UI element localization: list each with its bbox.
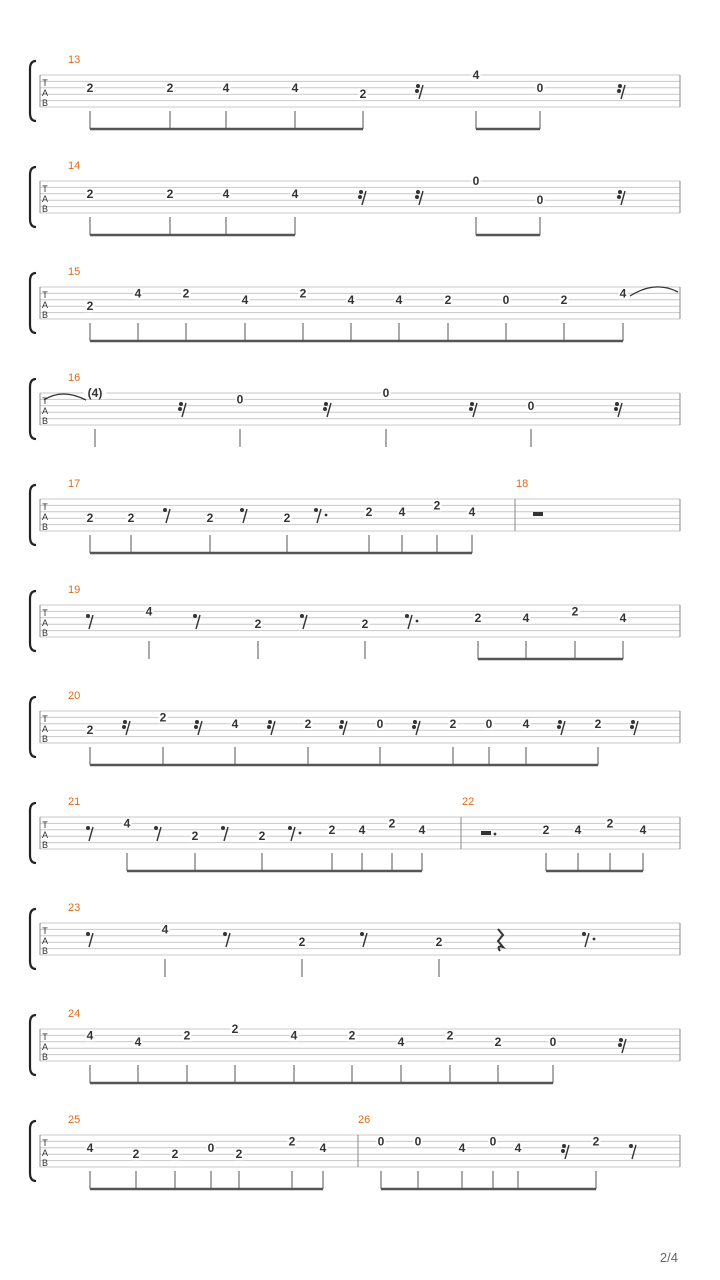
measure-number: 14 [68,160,81,172]
tab-clef-letter: A [41,830,49,840]
rest-flag [562,1144,566,1148]
measure-number: 16 [68,372,81,384]
tab-clef-letter: T [42,502,48,512]
fret-number: 4 [134,286,142,301]
tab-system [30,690,680,765]
rest-dot [325,514,328,517]
rest-flag [618,190,622,194]
fret-number: 4 [395,292,403,307]
rest-flag [582,932,586,936]
rest-flag [340,720,344,724]
tab-clef-letter: B [41,946,49,956]
fret-number: 0 [236,392,244,407]
tab-system [30,796,680,871]
tab-clef-letter: T [42,78,48,88]
fret-number: 2 [86,511,94,526]
rest-flag [193,614,197,618]
fret-number: 4 [134,1034,142,1049]
rest-flag [86,614,90,618]
fret-number: 2 [166,80,174,95]
rest-flag [324,402,328,406]
measure-number: 26 [358,1114,371,1126]
fret-number: 2 [571,604,579,619]
rest-dot [593,938,596,941]
fret-number: 2 [560,292,568,307]
rest-flag [469,407,473,411]
fret-number: 4 [291,186,299,201]
tab-clef-letter: B [41,840,49,850]
tab-clef-letter: T [42,926,48,936]
fret-number: 4 [241,292,249,307]
tab-clef-letter: A [41,300,49,310]
fret-number: 2 [444,292,452,307]
tab-system [30,266,680,341]
rest-flag [178,407,182,411]
measure-number: 22 [462,796,475,808]
fret-number: 2 [365,504,373,519]
fret-number: 0 [382,386,390,400]
fret-number: 2 [86,80,94,95]
rest-flag [221,826,225,830]
rest-flag [154,826,158,830]
fret-number: 0 [485,716,493,731]
tab-clef-letter: A [41,1042,49,1052]
tab-clef-letter: T [42,184,48,194]
tab-clef-letter: T [42,820,48,830]
fret-number: 4 [619,286,627,301]
tab-clef-letter: A [41,194,49,204]
tab-clef-letter: T [42,608,48,618]
tab-system [30,1008,680,1083]
tab-clef-letter: A [41,1148,49,1158]
fret-number: 0 [527,398,535,413]
fret-number: 0 [207,1140,215,1155]
rest-flag [288,826,292,830]
fret-number: 4 [222,186,230,201]
fret-number: 4 [86,1028,94,1043]
fret-number: 4 [319,1140,327,1155]
rest-flag [267,725,271,729]
system-bracket [30,61,36,121]
fret-number: 2 [258,829,266,844]
fret-number: 2 [359,87,367,102]
rest-flag [415,195,419,199]
rest-flag [314,508,318,512]
rest-flag [416,84,420,88]
system-bracket [30,485,36,545]
system-bracket [30,1015,36,1075]
measure-number: 15 [68,266,81,278]
rest-flag [163,508,167,512]
rest-flag [405,614,409,618]
fret-number: 2 [132,1147,140,1162]
tab-clef-letter: T [42,1032,48,1042]
tab-system [30,1114,680,1189]
fret-number: 0 [536,193,544,208]
fret-number: 2 [127,511,135,526]
fret-number: 4 [522,716,530,731]
fret-number: 2 [288,1134,296,1149]
fret-number: 0 [376,716,384,731]
rest-flag [558,720,562,724]
fret-number: 4 [639,822,647,837]
fret-number: 4 [86,1140,94,1155]
fret-number: 4 [458,1140,466,1155]
tab-clef-letter: A [41,724,49,734]
tab-clef-letter: B [41,522,49,532]
tab-clef-letter: A [41,88,49,98]
tab-clef-letter: A [41,936,49,946]
fret-number: 2 [86,723,94,738]
fret-number: 2 [446,1028,454,1043]
system-bracket [30,379,36,439]
fret-number: 0 [502,292,510,307]
tab-clef-letter: A [41,618,49,628]
fret-number: 4 [347,292,355,307]
fret-number: 2 [166,186,174,201]
fret-number: 2 [542,822,550,837]
fret-number: 4 [231,716,239,731]
fret-number: 2 [191,829,199,844]
fret-number: 4 [123,816,131,831]
fret-number: 2 [86,299,94,314]
fret-number: 4 [574,822,582,837]
rest-dot [416,620,419,623]
fret-number: 2 [86,186,94,201]
quarter-rest [498,929,503,951]
fret-number: (4) [87,386,103,400]
fret-number: 4 [397,1034,405,1049]
fret-number: 2 [592,1134,600,1149]
fret-number: 0 [549,1034,557,1049]
rest-flag [195,720,199,724]
rest-flag [416,190,420,194]
tab-clef-letter: T [42,1138,48,1148]
rest-flag [223,932,227,936]
rest-dot [299,832,302,835]
system-bracket [30,909,36,969]
system-bracket [30,167,36,227]
fret-number: 4 [522,610,530,625]
tab-system [30,478,680,553]
measure-number: 19 [68,584,81,596]
tab-clef-letter: B [41,98,49,108]
tab-clef-letter: B [41,416,49,426]
rest-flag [122,725,126,729]
fret-number: 0 [489,1134,497,1149]
measure-number: 13 [68,54,81,66]
fret-number: 2 [254,617,262,632]
fret-number: 4 [145,604,153,619]
rest-flag [618,84,622,88]
rest-flag [415,89,419,93]
fret-number: 0 [536,80,544,95]
rest-flag [300,614,304,618]
rest-flag [339,725,343,729]
fret-number: 0 [377,1134,385,1149]
fret-number: 2 [171,1147,179,1162]
tab-system [30,160,680,235]
tab-clef-letter: B [41,628,49,638]
rest-flag [86,932,90,936]
fret-number: 2 [449,716,457,731]
fret-number: 4 [418,822,426,837]
measure-number: 17 [68,478,81,490]
fret-number: 2 [594,716,602,731]
rest-flag [268,720,272,724]
fret-number: 2 [299,286,307,301]
measure-number: 21 [68,796,81,808]
rest-flag [615,402,619,406]
tab-system [30,54,680,129]
tab-clef-letter: A [41,406,49,416]
fret-number: 2 [304,716,312,731]
fret-number: 4 [398,504,406,519]
measure-number: 25 [68,1114,81,1126]
fret-number: 0 [414,1134,422,1149]
fret-number: 2 [388,816,396,831]
rest-flag [617,89,621,93]
rest-flag [619,1038,623,1042]
rest-flag [631,720,635,724]
system-bracket [30,1121,36,1181]
tab-clef-letter: B [41,204,49,214]
tab-system [30,372,680,447]
rest-flag [557,725,561,729]
rest-flag [123,720,127,724]
fret-number: 2 [606,816,614,831]
rest-flag [629,1144,633,1148]
tab-clef-letter: B [41,1158,49,1168]
system-bracket [30,591,36,651]
whole-rest [533,512,543,516]
fret-number: 4 [468,504,476,519]
tab-clef-letter: B [41,734,49,744]
fret-number: 2 [235,1147,243,1162]
tab-clef-letter: T [42,396,48,406]
system-bracket [30,803,36,863]
rest-flag [358,195,362,199]
rest-flag [179,402,183,406]
fret-number: 2 [231,1022,239,1036]
rest-flag [240,508,244,512]
fret-number: 2 [206,511,214,526]
fret-number: 2 [298,935,306,950]
fret-number: 4 [514,1140,522,1155]
fret-number: 0 [472,174,480,188]
fret-number: 2 [433,498,441,513]
rest-flag [561,1149,565,1153]
rest-flag [413,720,417,724]
measure-number: 18 [516,478,529,490]
rest-flag [614,407,618,411]
rest-flag [194,725,198,729]
rest-flag [617,195,621,199]
measure-number: 20 [68,690,81,702]
fret-number: 2 [328,822,336,837]
fret-number: 4 [222,80,230,95]
rest-flag [323,407,327,411]
measure-number: 23 [68,902,81,914]
fret-number: 4 [291,80,299,95]
fret-number: 2 [182,286,190,301]
rest-flag [412,725,416,729]
fret-number: 2 [474,610,482,625]
tab-clef-letter: A [41,512,49,522]
half-rest [481,831,491,835]
fret-number: 2 [183,1028,191,1043]
tab-clef-letter: T [42,714,48,724]
tab-clef-letter: B [41,1052,49,1062]
rest-flag [630,725,634,729]
tab-clef-letter: T [42,290,48,300]
system-bracket [30,697,36,757]
tie [630,287,678,296]
fret-number: 4 [161,922,169,937]
rest-flag [360,932,364,936]
system-bracket [30,273,36,333]
rest-flag [359,190,363,194]
fret-number: 2 [159,710,167,725]
rest-flag [470,402,474,406]
fret-number: 2 [494,1034,502,1049]
fret-number: 2 [435,935,443,950]
fret-number: 4 [619,610,627,625]
page-number: 2/4 [659,1250,678,1265]
tab-system [30,902,680,977]
fret-number: 4 [358,822,366,837]
tab-system [30,584,680,659]
fret-number: 2 [283,511,291,526]
rest-flag [86,826,90,830]
fret-number: 4 [472,68,480,82]
tab-clef-letter: B [41,310,49,320]
measure-number: 24 [68,1008,81,1020]
fret-number: 4 [290,1028,298,1043]
rest-dot [494,833,497,836]
fret-number: 2 [361,617,369,632]
fret-number: 2 [348,1028,356,1043]
rest-flag [618,1043,622,1047]
